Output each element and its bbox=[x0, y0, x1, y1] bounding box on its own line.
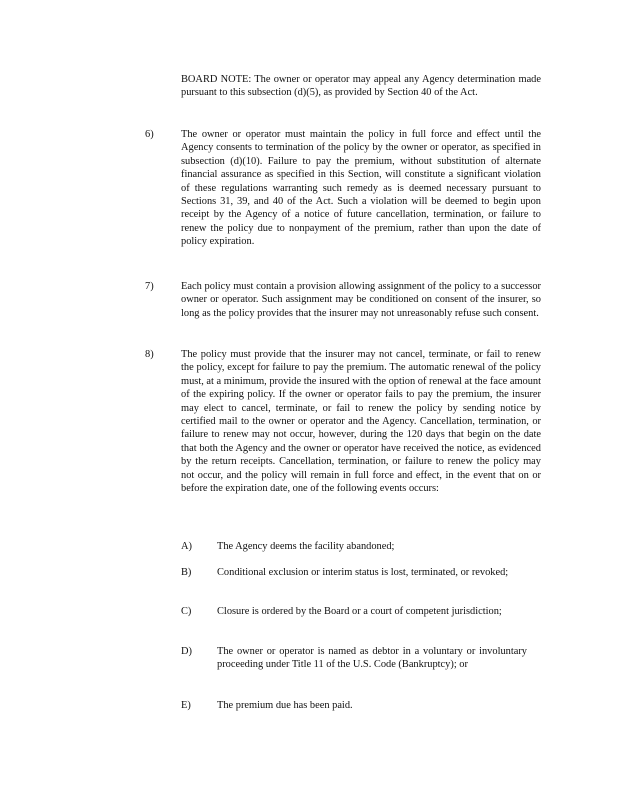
item-text-8: The policy must provide that the insurer may not cancel, terminate, or fail to renew the policy, except for failure to pay the premium. The automatic renewal of the policy must, at a minimum, provide the insured with the option of renewal at the face amount of the expiring policy. If the owner or operator fails to pay the premium, the insurer may elect to cancel, terminate, or fail to renew the policy by sending notice by certified mail to the owner or operator and the Agency. Cancellation, termination, or failure to renew may not occur, however, during the 120 days that begin on the date that both the Agency and the owner or operator have received the notice, as evidenced by the return receipts. Cancellation, termination, or failure to renew the policy may not occur, and the policy will remain in full force and effect, in the event that on or before the expiration date, one of the following events occurs: bbox=[181, 349, 541, 495]
item-text-7: Each policy must contain a provision allowing assignment of the policy to a successor owner or operator. Such assignment may be conditioned on consent of the insurer, so long as the policy provides that the insurer may not unreasonably refuse such consent. bbox=[181, 281, 541, 319]
item-number-7: 7) bbox=[145, 281, 154, 292]
subitem-letter-a: A) bbox=[181, 541, 192, 552]
subitem-letter-d: D) bbox=[181, 646, 192, 657]
board-note: BOARD NOTE: The owner or operator may appeal any Agency determination made pursuant to this subsection (d)(5), as provided by Section 40 of the Act. bbox=[181, 74, 541, 99]
subitem-text-a: The Agency deems the facility abandoned; bbox=[217, 541, 395, 552]
subitem-letter-c: C) bbox=[181, 606, 192, 617]
subitem-text-c: Closure is ordered by the Board or a court of competent jurisdiction; bbox=[217, 606, 502, 617]
subitem-text-d: The owner or operator is named as debtor in a voluntary or involuntary proceeding under Title 11 of the U.S. Code (Bankruptcy); or bbox=[217, 646, 527, 671]
item-text-6: The owner or operator must maintain the policy in full force and effect until the Agency consents to termination of the policy by the owner or operator, as specified in subsection (d)(10). Failure to pay the premium, without substitution of alternate financial assurance as specified in this Section, will constitute a significant violation of these regulations warranting such remedy as is deemed necessary pursuant to Sections 31, 39, and 40 of the Act. Such a violation will be deemed to begin upon receipt by the Agency of a notice of future cancellation, termination, or failure to renew the policy due to nonpayment of the premium, rather than upon the date of policy expiration. bbox=[181, 129, 541, 248]
subitem-text-e: The premium due has been paid. bbox=[217, 700, 353, 711]
subitem-letter-b: B) bbox=[181, 567, 192, 578]
item-number-6: 6) bbox=[145, 129, 154, 140]
item-number-8: 8) bbox=[145, 349, 154, 360]
subitem-text-b: Conditional exclusion or interim status is lost, terminated, or revoked; bbox=[217, 567, 509, 578]
subitem-letter-e: E) bbox=[181, 700, 191, 711]
